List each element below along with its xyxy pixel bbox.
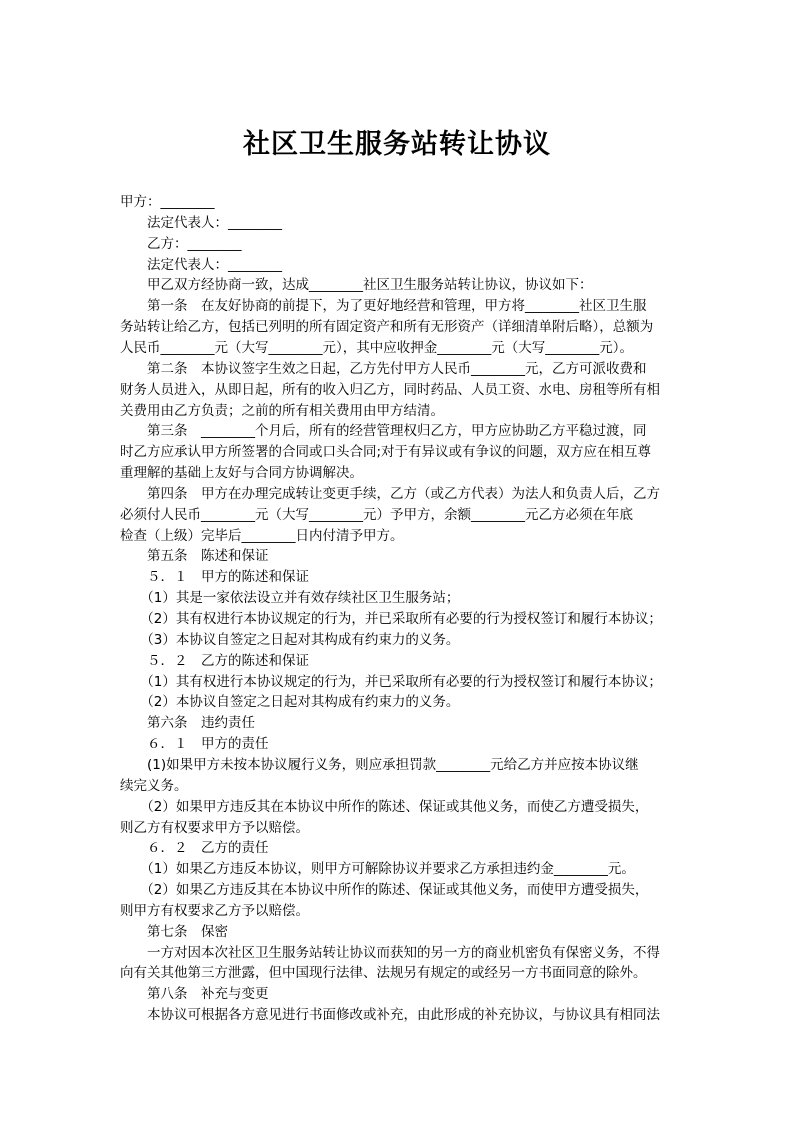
text-line: （1）如果乙方违反本协议，则甲方可解除协议并要求乙方承担违约金________元。 [120,861,635,878]
text-line: 必须付人民币________元（大写________元）予甲方，余额________元乙方必须在年底 [120,506,633,523]
text-line: （2）本协议自签定之日起对其构成有约束力的义务。 [120,694,460,711]
text-line: 人民币________元（大写________元），其中应收押金________元（大写________元）。 [120,339,633,356]
text-line: 务站转让给乙方，包括已列明的所有固定资产和所有无形资产（详细清单附后略），总额为 [120,319,654,336]
text-line: 财务人员进入，从即日起，所有的收入归乙方，同时药品、人员工资、水电、房租等所有相 [120,381,660,398]
text-line: 甲乙双方经协商一致，达成________社区卫生服务站转让协议，协议如下： [120,277,593,294]
text-line: 乙方：________ [120,235,242,252]
text-line: 第八条 补充与变更 [120,986,269,1003]
text-line: （2）如果乙方违反其在本协议中所作的陈述、保证或其他义务，而使甲方遭受损失， [120,882,649,899]
text-line: 法定代表人：________ [120,214,282,231]
text-line: （2）如果甲方违反其在本协议中所作的陈述、保证或其他义务，而使乙方遭受损失， [120,798,649,815]
text-line: ６．１ 甲方的责任 [120,736,269,753]
text-line: （2）其有权进行本协议规定的行为，并已采取所有必要的行为授权签订和履行本协议； [120,611,662,627]
text-line: （1）其是一家依法设立并有效存续社区卫生服务站； [120,590,460,607]
text-line: 重理解的基础上友好与合同方协调解决。 [120,465,363,482]
text-line: 第一条 在友好协商的前提下，为了更好地经营和管理，甲方将________社区卫生服 [120,298,647,315]
text-line: 第四条 甲方在办理完成转让变更手续，乙方（或乙方代表）为法人和负责人后，乙方 [120,485,660,502]
text-line: 第七条 保密 [120,923,228,940]
text-line: (1)如果甲方未按本协议履行义务，则应承担罚款________元给乙方并应按本协议继 [120,756,639,773]
text-line: （3）本协议自签定之日起对其构成有约束力的义务。 [120,631,460,648]
text-line: 第五条 陈述和保证 [120,548,269,565]
text-line: 则乙方有权要求甲方予以赔偿。 [120,819,309,836]
text-line: 向有关其他第三方泄露，但中国现行法律、法规另有规定的或经另一方书面同意的除外。 [120,965,647,982]
text-line: 则甲方有权要求乙方予以赔偿。 [120,902,309,919]
text-line: 检查（上级）完毕后________日内付清予甲方。 [120,527,404,544]
text-line: ５．２ 乙方的陈述和保证 [120,652,309,669]
text-line: ６．２ 乙方的责任 [120,840,269,857]
text-line: 续完义务。 [120,777,188,794]
text-line: ５．１ 甲方的陈述和保证 [120,569,309,586]
text-line: 一方对因本次社区卫生服务站转让协议而获知的另一方的商业机密负有保密义务，不得 [120,944,660,961]
text-line: 时乙方应承认甲方所签署的合同或口头合同;对于有异议或有争议的问题，双方应在相互尊 [120,444,652,461]
document-title: 社区卫生服务站转让协议 [243,129,551,160]
text-line: 第六条 违约责任 [120,715,255,732]
text-line: （1）其有权进行本协议规定的行为，并已采取所有必要的行为授权签订和履行本协议； [120,673,662,690]
text-line: 甲方：________ [120,194,215,210]
text-line: 法定代表人：________ [120,256,282,273]
text-line: 第三条 ________个月后，所有的经营管理权归乙方，甲方应协助乙方平稳过渡，同 [120,423,647,440]
text-line: 本协议可根据各方意见进行书面修改或补充，由此形成的补充协议，与协议具有相同法 [120,1007,660,1024]
text-line: 第二条 本协议签字生效之日起，乙方先付甲方人民币________元，乙方可派收费和 [120,360,647,377]
text-line: 关费用由乙方负责；之前的所有相关费用由甲方结清。 [120,402,444,419]
